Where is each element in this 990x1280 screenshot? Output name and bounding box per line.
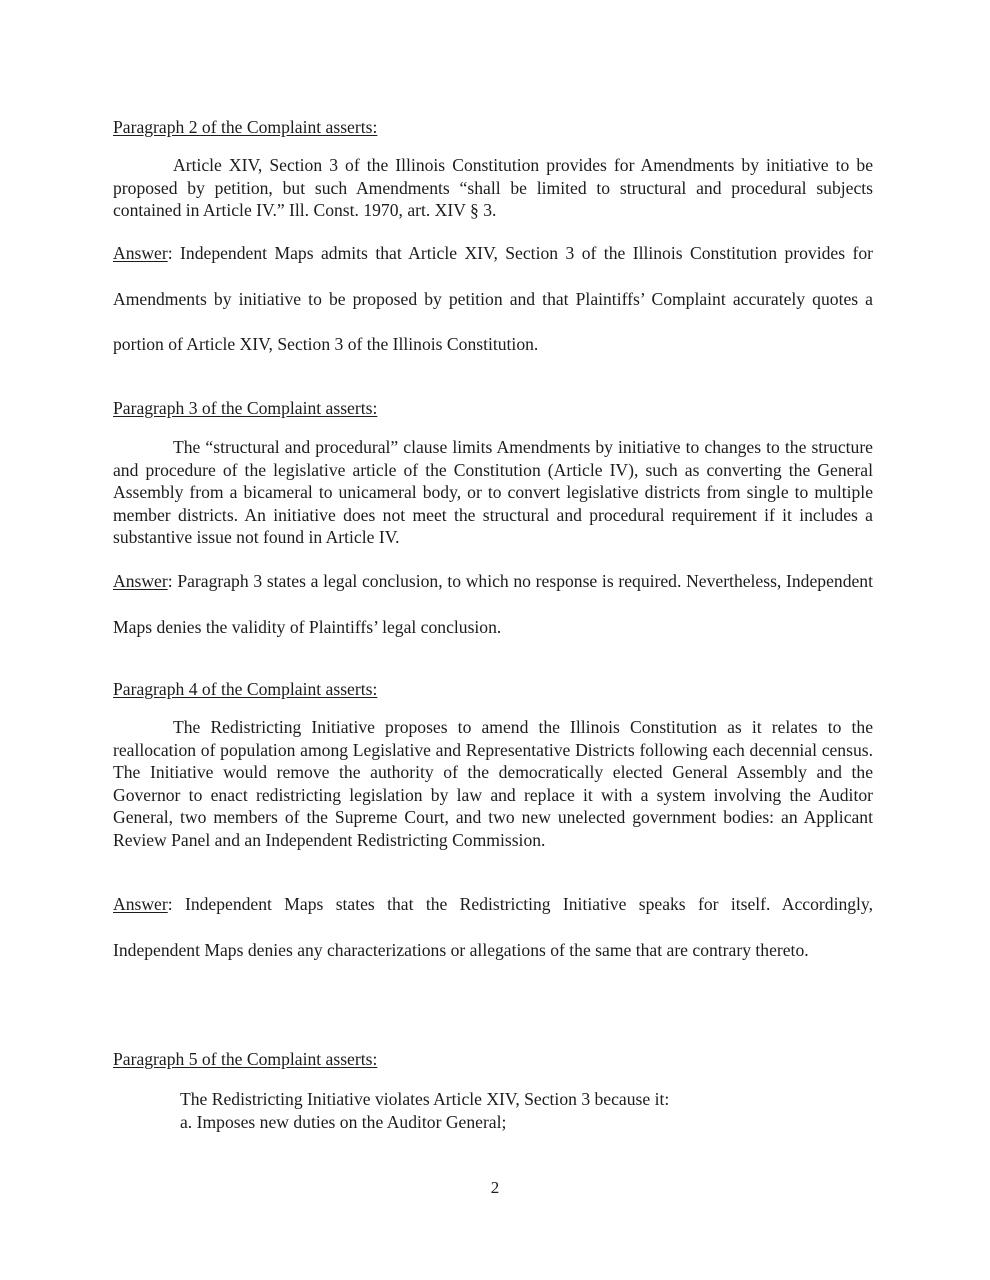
paragraph-3-quote: The “structural and procedural” clause limits Amendments by initiative to changes to the structure and procedure of the legislative article of the Constitution (Article IV), such as converting the General Assembly from a bicameral to unicameral body, or to convert legislative districts from single to multiple member districts. An initiative does not meet the structural and procedural requirement if it includes a substantive issue not found in Article IV. [113,437,873,547]
list-item: a. Imposes new duties on the Auditor General; [180,1112,507,1132]
paragraph-2-heading: Paragraph 2 of the Complaint asserts: [113,117,378,137]
page-number: 2 [490,1178,500,1197]
paragraph-5-heading: Paragraph 5 of the Complaint asserts: [113,1049,378,1069]
paragraph-3-answer [113,559,873,650]
paragraph-3-heading: Paragraph 3 of the Complaint asserts: [113,398,378,418]
paragraph-4-heading: Paragraph 4 of the Complaint asserts: [113,679,378,699]
paragraph-5-quote [180,1088,669,1134]
paragraph-2-quote: Article XIV, Section 3 of the Illinois Constitution provides for Amendments by initiative to be proposed by petition, but such Amendments “shall be limited to structural and procedural subjects contained in Article IV.” Ill. Const. 1970, art. XIV § 3. [113,155,873,220]
paragraph-4-answer [113,882,873,973]
answer-text: : Independent Maps admits that Article XIV, Section 3 of the Illinois Constitution provides for Amendments by initiative to be proposed by petition and that Plaintiffs’ Complaint accurately quotes a portion of Article XIV, Section 3 of the Illinois Constitution. [113,243,873,354]
answer-label: Answer [113,894,168,914]
answer-text: : Paragraph 3 states a legal conclusion, to which no response is required. Nevertheless, Independent Maps denies the validity of Plaintiffs’ legal conclusion. [113,571,873,637]
answer-text: : Independent Maps states that the Redistricting Initiative speaks for itself. Accordingly, Independent Maps denies any characterizations or allegations of the same that are contrary thereto. [113,894,873,960]
answer-label: Answer [113,243,168,263]
paragraph-2-answer [113,231,873,368]
paragraph-4-quote: The Redistricting Initiative proposes to amend the Illinois Constitution as it relates to the reallocation of population among Legislative and Representative Districts following each decennial census. The Initiative would remove the authority of the democratically elected General Assembly and the Governor to enact redistricting legislation by law and replace it with a system involving the Auditor General, two members of the Supreme Court, and two new unelected government bodies: an Applicant Review Panel and an Independent Redistricting Commission. [113,717,873,850]
answer-label: Answer [113,571,168,591]
list-intro: The Redistricting Initiative violates Article XIV, Section 3 because it: [180,1089,670,1109]
